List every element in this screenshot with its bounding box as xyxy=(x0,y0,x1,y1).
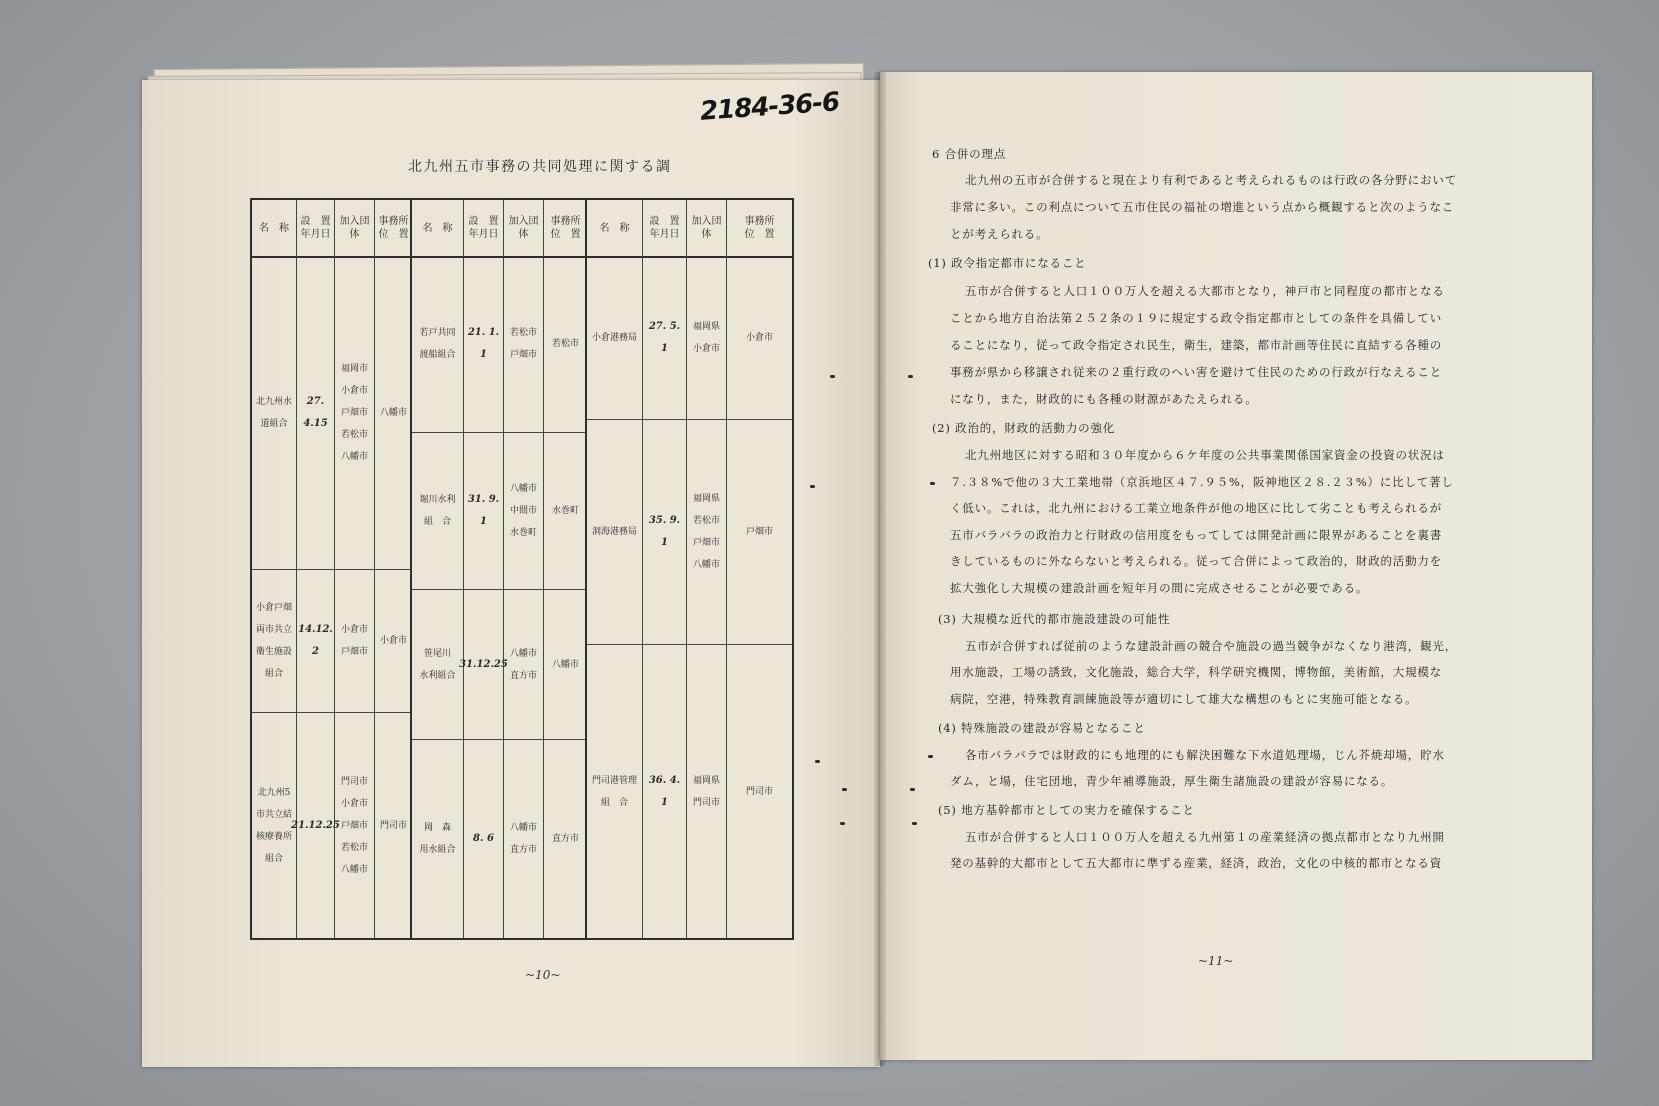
cell-date: 27. 5. 1 xyxy=(643,256,687,419)
header-date: 設 置 年月日 xyxy=(297,200,335,256)
header-office: 事務所 位 置 xyxy=(550,216,581,240)
table-title: 北九州五市事務の共同処理に関する調 xyxy=(408,159,672,175)
binding-hole xyxy=(910,788,915,791)
text-line: ダム，と場，住宅団地，青少年補導施設，厚生衛生諸施設の建設が容易になる。 xyxy=(950,774,1394,788)
cell-office: 八幡市 xyxy=(551,659,579,670)
cell-name: 北九州水 道組合 xyxy=(252,256,297,569)
table-row xyxy=(252,570,410,713)
handwritten-stamp: 2184-36-6 xyxy=(699,87,841,127)
cell-members: 福岡県 若松市 戸畑市 八幡市 xyxy=(687,420,727,644)
text-line: (2) 政治的，財政的活動力の強化 xyxy=(932,421,1116,435)
cell-date: 21.12.25 xyxy=(297,713,335,938)
binding-hole xyxy=(928,755,933,758)
text-line: 発の基幹的大都市として五大都市に準ずる産業，経済，政治，文化の中核的都市となる資 xyxy=(950,856,1442,870)
cell-name: 洞海港務局 xyxy=(587,420,643,644)
table-row xyxy=(587,420,792,645)
cell-office: 門司市 xyxy=(745,786,773,797)
text-line: 五市が合併すると人口１００万人を超える大都市となり，神戸市と同程度の都市となる xyxy=(965,284,1445,298)
cell-members: 若松市 戸畑市 xyxy=(504,256,544,432)
header-name: 名 称 xyxy=(587,200,643,256)
cell-name: 門司港管理 組 合 xyxy=(587,645,643,938)
cell-office: 若松市 xyxy=(551,339,579,349)
header-members: 加入団体 xyxy=(504,200,544,256)
table-header xyxy=(252,200,410,258)
text-line: 五市バラバラの政治力と行財政の信用度をもってしては開発計画に限界があることを裏書 xyxy=(950,528,1442,542)
table-row xyxy=(412,256,585,433)
cell-members: 福岡県 門司市 xyxy=(687,645,727,938)
text-line: 非常に多い。この利点について五市住民の福祉の増進という点から概観すると次のようなこ xyxy=(950,200,1455,214)
header-date: 設 置 年月日 xyxy=(464,200,504,256)
cell-date: 27. 4.15 xyxy=(297,256,335,569)
binding-hole xyxy=(908,375,913,378)
text-line: 五市が合併すると人口１００万人を超える九州第１の産業経済の拠点都市となり九州開 xyxy=(965,830,1445,844)
text-line: ことから地方自治法第２５２条の１９に規定する政令指定都市としての条件を具備してい xyxy=(950,311,1442,325)
table-row xyxy=(587,645,792,938)
cell-date: 31. 9. 1 xyxy=(464,433,504,589)
cell-date: 36. 4. 1 xyxy=(643,645,687,938)
cell-members: 小倉市 戸畑市 xyxy=(335,570,375,712)
table-row xyxy=(412,433,585,590)
left-page-number: ~10~ xyxy=(525,968,561,982)
cell-name: 笹尾川 水利組合 xyxy=(412,590,464,739)
cell-office: 八幡市 xyxy=(379,407,407,418)
cell-date: 8. 6 xyxy=(464,740,504,938)
text-line: 北九州地区に対する昭和３０年度から６ケ年度の公共事業関係国家資金の投資の状況は xyxy=(965,448,1445,462)
text-line: (4) 特殊施設の建設が容易となること xyxy=(938,721,1146,735)
text-line: になり，また，財政的にも各種の財源があたえられる。 xyxy=(950,392,1258,406)
cell-office: 戸畑市 xyxy=(745,527,773,537)
table-row xyxy=(412,590,585,740)
text-line: 用水施設，工場の誘致，文化施設，総合大学，科学研究機関，博物館，美術館，大規模な xyxy=(950,665,1442,679)
text-line: きしているものに外ならないと考えられる。従って合併によって政治的，財政的活動力を xyxy=(950,554,1442,568)
binding-hole xyxy=(830,375,835,378)
book-gutter xyxy=(874,72,886,1066)
table-header xyxy=(587,200,792,258)
cell-members: 福岡県 小倉市 xyxy=(687,256,727,419)
cell-name: 堀川水利 組 合 xyxy=(412,433,464,589)
header-members: 加入団体 xyxy=(335,200,375,256)
cell-date: 14.12. 2 xyxy=(297,570,335,712)
binding-hole xyxy=(815,760,820,763)
header-name: 名 称 xyxy=(252,200,297,256)
text-line: く低い。これは，北九州における工業立地条件が他の地区に比して劣ことも考えられるが xyxy=(950,501,1442,515)
header-members: 加入団体 xyxy=(687,200,727,256)
cell-office: 門司市 xyxy=(379,820,407,831)
cell-name: 小倉港務局 xyxy=(587,256,643,419)
binding-hole xyxy=(810,485,815,488)
cell-members: 八幡市 中間市 水巻町 xyxy=(504,433,544,589)
binding-hole xyxy=(912,822,917,825)
cell-date: 21. 1. 1 xyxy=(464,256,504,432)
table-column-group xyxy=(252,200,412,938)
text-line: 各市バラバラでは財政的にも地理的にも解決困難な下水道処理場，じん芥焼却場，貯水 xyxy=(965,748,1445,762)
header-office: 事務所 位 置 xyxy=(744,216,775,240)
cell-members: 八幡市 直方市 xyxy=(504,740,544,938)
cell-name: 北九州5 市共立結 核療養所 組合 xyxy=(252,713,297,938)
table-column-group xyxy=(587,200,792,938)
cell-office: 小倉市 xyxy=(379,636,407,646)
binding-hole xyxy=(930,482,935,485)
right-page-number: ~11~ xyxy=(1198,954,1234,968)
cell-members: 八幡市 直方市 xyxy=(504,590,544,739)
header-office: 事務所 位 置 xyxy=(378,216,409,240)
text-line: (3) 大規模な近代的都市施設建設の可能性 xyxy=(938,612,1171,626)
text-line: ７.３８%で他の３大工業地帯（京浜地区４７.９５%，阪神地区２８.２３%）に比して著し xyxy=(950,475,1454,489)
table-row xyxy=(412,740,585,938)
text-line: 五市が合併すれば従前のような建設計画の競合や施設の過当競争がなくなり港湾，観光， xyxy=(965,639,1457,653)
text-line: (1) 政令指定都市になること xyxy=(928,256,1087,270)
binding-hole xyxy=(842,788,847,791)
text-line: ることになり，従って政令指定され民生，衛生，建築，都市計画等住民に直結する各種の xyxy=(950,338,1442,352)
cell-date: 35. 9. 1 xyxy=(643,420,687,644)
table-row xyxy=(252,713,410,938)
text-line: 6 合併の理点 xyxy=(932,147,1007,161)
binding-hole xyxy=(840,822,845,825)
cell-name: 小倉戸畑 両市共立 衛生施設 組合 xyxy=(252,570,297,712)
table-header xyxy=(412,200,585,258)
joint-processing-table xyxy=(250,198,794,940)
cell-name: 岡 森 用水組合 xyxy=(412,740,464,938)
text-line: 病院，空港，特殊教育訓練施設等が適切にして雄大な構想のもとに実施可能となる。 xyxy=(950,692,1418,706)
text-line: 北九州の五市が合併すると現在より有利であると考えられるものは行政の各分野において xyxy=(965,173,1457,187)
cell-office: 直方市 xyxy=(551,834,579,844)
cell-members: 福岡市 小倉市 戸畑市 若松市 八幡市 xyxy=(335,256,375,569)
text-line: とが考えられる。 xyxy=(950,227,1049,241)
text-line: (5) 地方基幹都市としての実力を確保すること xyxy=(938,803,1195,817)
cell-office: 水巻町 xyxy=(551,506,579,516)
table-row xyxy=(587,256,792,420)
cell-members: 門司市 小倉市 戸畑市 若松市 八幡市 xyxy=(335,713,375,938)
text-line: 事務が県から移譲され従来の２重行政のへい害を避けて住民のための行政が行なえること xyxy=(950,365,1442,379)
header-date: 設 置 年月日 xyxy=(643,200,687,256)
cell-name: 若戸共同 渡船組合 xyxy=(412,256,464,432)
text-line: 拡大強化し大規模の建設計画を短年月の間に完成させることが必要である。 xyxy=(950,581,1369,595)
table-row xyxy=(252,256,410,570)
cell-office: 小倉市 xyxy=(745,332,773,343)
cell-date: 31.12.25 xyxy=(464,590,504,739)
header-name: 名 称 xyxy=(412,200,464,256)
table-column-group xyxy=(412,200,587,938)
